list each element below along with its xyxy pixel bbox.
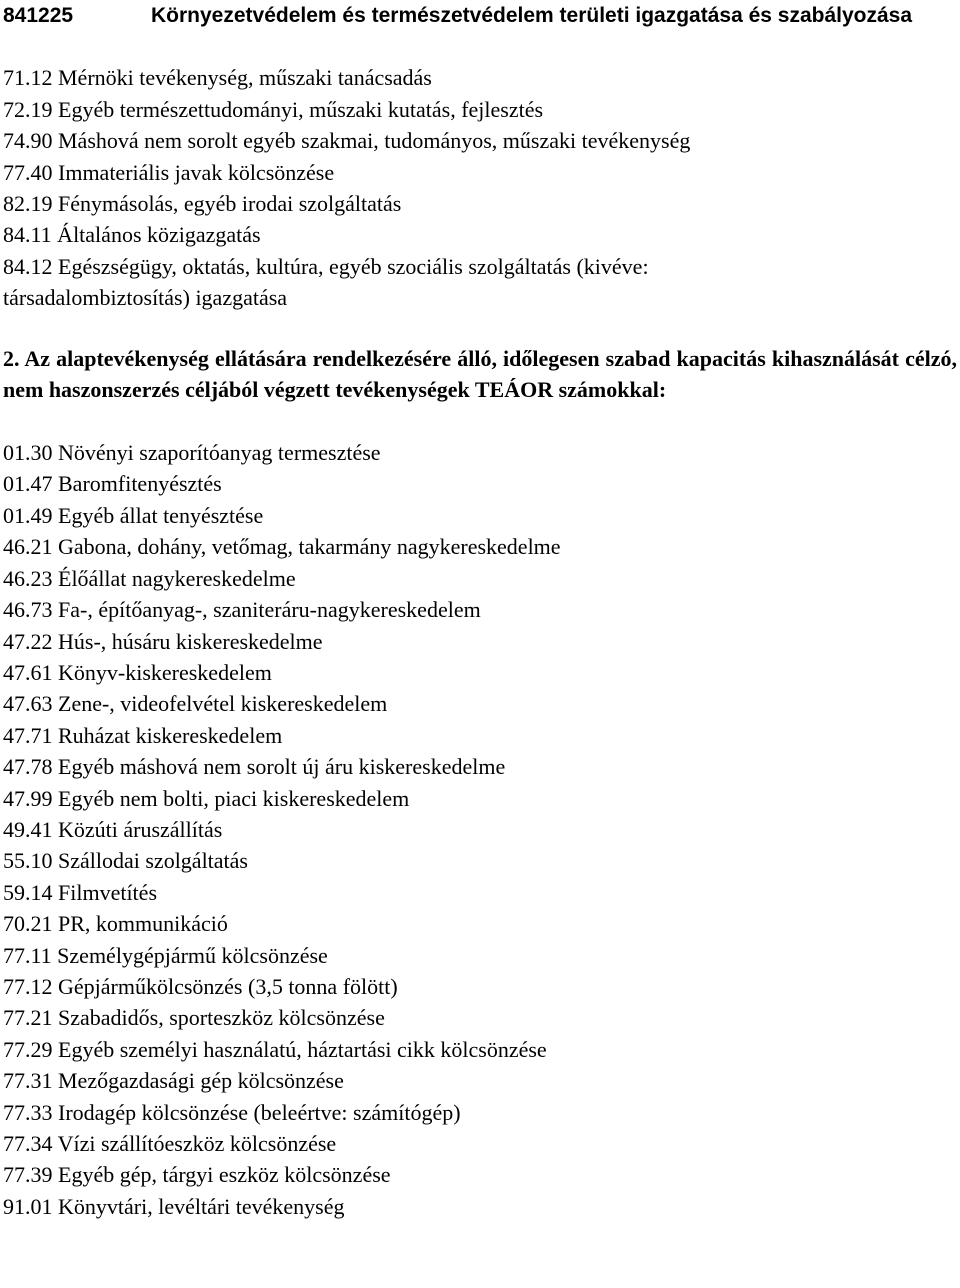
spacer (3, 31, 957, 62)
list-item: 91.01 Könyvtári, levéltári tevékenység (3, 1193, 345, 1219)
activity-list-primary (3, 62, 957, 313)
list-item: 47.63 Zene-, videofelvétel kiskereskedelem (3, 691, 388, 717)
list-item: 77.34 Vízi szállítóeszköz kölcsönzése (3, 1131, 337, 1156)
list-item: 46.23 Élőállat nagykereskedelme (3, 565, 296, 591)
section-2-heading: 2. Az alaptevékenység ellátására rendelkezésére álló, időlegesen szabad kapacitás kihasználását célzó, nem haszonszerzés céljából végzett tevékenységek TEÁOR számokkal: (3, 345, 957, 402)
list-item: 47.99 Egyéb nem bolti, piaci kiskereskedelem (3, 785, 410, 811)
spacer (3, 314, 957, 343)
list-item: 55.10 Szállodai szolgáltatás (3, 848, 248, 874)
list-item: 77.11 Személygépjármű kölcsönzése (3, 942, 328, 968)
list-item: 47.78 Egyéb máshová nem sorolt új áru kiskereskedelme (3, 754, 506, 780)
top-heading-code: 841225 (3, 4, 74, 27)
list-item: 01.47 Baromfitenyésztés (3, 471, 222, 497)
list-item: 47.22 Hús-, húsáru kiskereskedelme (3, 628, 323, 654)
list-item: 46.73 Fa-, építőanyag-, szaniteráru-nagykereskedelem (3, 597, 481, 623)
list-item: 84.12 Egészségügy, oktatás, kultúra, egyéb szociális szolgáltatás (kivéve: (3, 253, 649, 279)
list-item: 46.21 Gabona, dohány, vetőmag, takarmány nagykereskedelme (3, 534, 561, 560)
list-item: társadalombiztosítás) igazgatása (3, 285, 288, 311)
list-item: 77.33 Irodagép kölcsönzése (beleértve: számítógép) (3, 1099, 461, 1125)
list-item: 49.41 Közúti áruszállítás (3, 816, 223, 842)
list-item: 71.12 Mérnöki tevékenység, műszaki tanácsadás (3, 65, 432, 91)
list-item: 01.49 Egyéb állat tenyésztése (3, 502, 264, 528)
list-item: 82.19 Fénymásolás, egyéb irodai szolgáltatás (3, 191, 402, 217)
list-item: 74.90 Máshová nem sorolt egyéb szakmai, tudományos, műszaki tevékenység (3, 128, 691, 154)
list-item: 47.61 Könyv-kiskereskedelem (3, 659, 272, 685)
document-page (3, 0, 957, 1222)
list-item: 47.71 Ruházat kiskereskedelem (3, 722, 283, 748)
list-item: 77.21 Szabadidős, sporteszköz kölcsönzése (3, 1005, 385, 1031)
list-item: 59.14 Filmvetítés (3, 879, 157, 905)
activity-list-secondary (3, 437, 957, 1222)
list-item: 84.11 Általános közigazgatás (3, 222, 261, 248)
list-item: 77.31 Mezőgazdasági gép kölcsönzése (3, 1068, 344, 1094)
list-item: 77.40 Immateriális javak kölcsönzése (3, 159, 335, 185)
list-item: 72.19 Egyéb természettudományi, műszaki kutatás, fejlesztés (3, 96, 544, 122)
list-item: 77.29 Egyéb személyi használatú, háztartási cikk kölcsönzése (3, 1036, 547, 1062)
list-item: 01.30 Növényi szaporítóanyag termesztése (3, 440, 381, 466)
list-item: 77.12 Gépjárműkölcsönzés (3,5 tonna fölött) (3, 973, 398, 999)
top-heading (3, 0, 957, 31)
spacer (3, 405, 957, 437)
top-heading-text: Környezetvédelem és természetvédelem területi igazgatása és szabályozása (151, 4, 913, 27)
list-item: 77.39 Egyéb gép, tárgyi eszköz kölcsönzése (3, 1162, 391, 1188)
list-item: 70.21 PR, kommunikáció (3, 911, 228, 937)
